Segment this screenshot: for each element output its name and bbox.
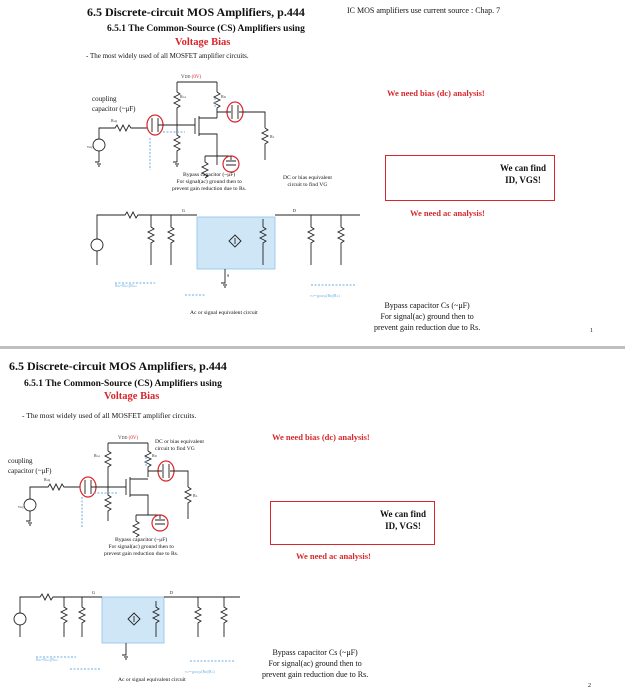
ac-equivalent-caption: Ac or signal equivalent circuit xyxy=(190,310,258,316)
intro-bullet: - The most widely used of all MOSFET amplifier circuits. xyxy=(86,52,249,60)
svg-text:vo=-gmvgs(RD||RL): vo=-gmvgs(RD||RL) xyxy=(310,293,340,298)
svg-text:VDD (0V): VDD (0V) xyxy=(181,74,202,80)
need-ac-analysis: We need ac analysis! xyxy=(410,208,485,218)
bypass-capacitor-note xyxy=(262,647,368,680)
bypass-small-line-2: For signal(ac) ground then to xyxy=(108,544,174,550)
coupling-label-1: coupling xyxy=(8,457,33,465)
svg-text:RL: RL xyxy=(270,134,275,139)
bypass-small-line-2: For signal(ac) ground then to xyxy=(176,179,242,185)
bypass-small-note xyxy=(104,537,178,558)
bypass-big-line-3: prevent gain reduction due to Rs. xyxy=(374,323,481,332)
intro-bullet: - The most widely used of all MOSFET amplifier circuits. xyxy=(22,411,197,420)
svg-text:Rsig: Rsig xyxy=(44,477,51,482)
voltage-bias-heading: Voltage Bias xyxy=(104,391,160,402)
svg-text:D: D xyxy=(293,208,296,213)
svg-text:RD: RD xyxy=(221,94,226,99)
svg-text:RG1: RG1 xyxy=(94,453,101,458)
section-subtitle: 6.5.1 The Common-Source (CS) Amplifiers using xyxy=(107,24,305,34)
cs-amplifier-schematic xyxy=(18,431,218,541)
need-dc-analysis: We need bias (dc) analysis! xyxy=(387,88,485,98)
box-line-1: We can find xyxy=(499,163,546,173)
slide-title: 6.5 Discrete-circuit MOS Amplifiers, p.444 xyxy=(9,359,227,373)
section-subtitle: 6.5.1 The Common-Source (CS) Amplifiers using xyxy=(24,379,222,389)
svg-text:VDD (0V): VDD (0V) xyxy=(118,435,139,441)
bypass-capacitor-note xyxy=(374,300,480,333)
svg-text:Rsig: Rsig xyxy=(111,118,118,123)
slide-title: 6.5 Discrete-circuit MOS Amplifiers, p.444 xyxy=(87,5,305,19)
svg-text:S: S xyxy=(227,273,230,278)
coupling-label-2: capacitor (~μF) xyxy=(8,467,52,475)
bypass-big-line-3: prevent gain reduction due to Rs. xyxy=(262,670,369,679)
need-dc-analysis: We need bias (dc) analysis! xyxy=(272,432,370,442)
coupling-label-2: capacitor (~μF) xyxy=(92,105,136,113)
dc-equiv-line-2: circuit to find VG xyxy=(287,182,328,188)
bypass-big-line-2: For signal(ac) ground then to xyxy=(268,659,362,668)
ac-equivalent-circuit xyxy=(85,205,370,305)
find-id-vgs-box xyxy=(270,501,435,545)
svg-text:RG1: RG1 xyxy=(180,94,187,99)
dc-equiv-line-1: DC or bias equivalent xyxy=(155,439,204,445)
voltage-bias-heading: Voltage Bias xyxy=(175,37,231,48)
dc-equivalent-note xyxy=(283,175,332,189)
bypass-big-line-1: Bypass capacitor Cs (~μF) xyxy=(384,301,470,310)
coupling-label-1: coupling xyxy=(92,95,117,103)
bypass-small-line-3: prevent gain reduction due to Rs. xyxy=(104,551,179,557)
svg-text:RD: RD xyxy=(152,453,157,458)
page-number: 1 xyxy=(590,328,593,334)
bypass-small-line-3: prevent gain reduction due to Rs. xyxy=(172,186,247,192)
box-line-2: ID, VGS! xyxy=(505,175,541,185)
box-line-2: ID, VGS! xyxy=(385,521,421,531)
svg-text:G: G xyxy=(182,208,185,213)
svg-text:Rin=RG1||RG2: Rin=RG1||RG2 xyxy=(115,283,137,288)
svg-text:vo=-gmvgs(RD||RL): vo=-gmvgs(RD||RL) xyxy=(185,669,215,674)
bypass-big-line-1: Bypass capacitor Cs (~μF) xyxy=(272,648,358,657)
svg-text:vsig: vsig xyxy=(87,144,93,149)
slide-1 xyxy=(0,0,625,347)
page-number: 2 xyxy=(588,683,591,689)
slide-2 xyxy=(0,349,625,700)
dc-equiv-line-1: DC or bias equivalent xyxy=(283,175,332,181)
dc-equiv-line-2: circuit to find VG xyxy=(155,446,195,452)
bypass-big-line-2: For signal(ac) ground then to xyxy=(380,312,474,321)
header-note: IC MOS amplifiers use current source : Chap. 7 xyxy=(347,6,501,15)
svg-text:D: D xyxy=(170,590,173,595)
box-line-1: We can find xyxy=(379,509,426,519)
svg-text:Rin=RG1||RG2: Rin=RG1||RG2 xyxy=(36,657,58,662)
bypass-small-note xyxy=(172,172,246,193)
bypass-small-line-1: Bypass capacitor (~μF) xyxy=(182,172,236,178)
find-id-vgs-box xyxy=(385,155,555,201)
svg-text:G: G xyxy=(92,590,95,595)
svg-text:vsig: vsig xyxy=(18,504,24,509)
need-ac-analysis: We need ac analysis! xyxy=(296,551,371,561)
svg-text:RL: RL xyxy=(193,493,198,498)
ac-equivalent-circuit xyxy=(10,589,250,679)
bypass-small-line-1: Bypass capacitor (~μF) xyxy=(114,537,168,543)
ac-equivalent-caption: Ac or signal equivalent circuit xyxy=(118,677,186,683)
